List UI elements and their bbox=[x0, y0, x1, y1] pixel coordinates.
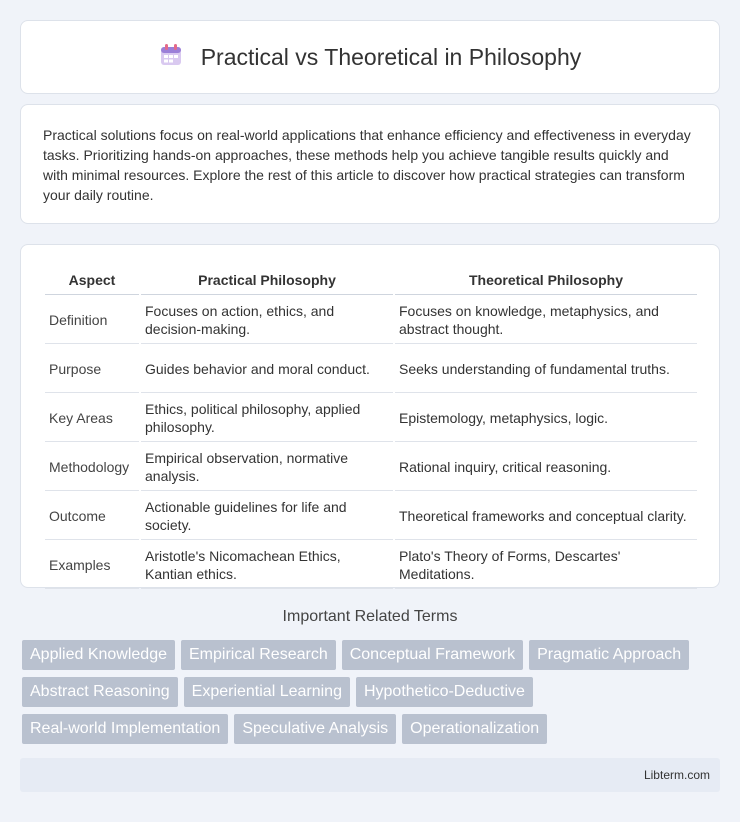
theoretical-cell: Epistemology, metaphysics, logic. bbox=[395, 395, 697, 442]
aspect-cell: Outcome bbox=[45, 493, 139, 540]
tag-abstract-reasoning[interactable]: Abstract Reasoning bbox=[22, 677, 178, 707]
aspect-cell: Methodology bbox=[45, 444, 139, 491]
aspect-cell: Purpose bbox=[45, 346, 139, 393]
practical-cell: Actionable guidelines for life and society. bbox=[141, 493, 393, 540]
tag-real-world-implementation[interactable]: Real-world Implementation bbox=[22, 714, 228, 744]
practical-cell: Aristotle's Nicomachean Ethics, Kantian ethics. bbox=[141, 542, 393, 589]
aspect-cell: Examples bbox=[45, 542, 139, 589]
theoretical-cell: Theoretical frameworks and conceptual clarity. bbox=[395, 493, 697, 540]
theoretical-cell: Rational inquiry, critical reasoning. bbox=[395, 444, 697, 491]
practical-cell: Ethics, political philosophy, applied philosophy. bbox=[141, 395, 393, 442]
tag-row bbox=[22, 714, 722, 744]
practical-cell: Guides behavior and moral conduct. bbox=[141, 346, 393, 393]
table-row bbox=[45, 493, 697, 540]
aspect-cell: Key Areas bbox=[45, 395, 139, 442]
header-card bbox=[20, 20, 720, 94]
related-terms-title: Important Related Terms bbox=[282, 608, 458, 625]
tag-pragmatic-approach[interactable]: Pragmatic Approach bbox=[529, 640, 689, 670]
table-row bbox=[45, 297, 697, 344]
tag-empirical-research[interactable]: Empirical Research bbox=[181, 640, 336, 670]
column-header-theoretical: Theoretical Philosophy bbox=[395, 265, 697, 295]
theoretical-cell: Focuses on knowledge, metaphysics, and abstract thought. bbox=[395, 297, 697, 344]
tag-conceptual-framework[interactable]: Conceptual Framework bbox=[342, 640, 523, 670]
comparison-table bbox=[43, 263, 699, 591]
calendar-icon bbox=[159, 43, 183, 72]
practical-cell: Empirical observation, normative analysis. bbox=[141, 444, 393, 491]
title-wrap bbox=[159, 43, 582, 72]
tag-operationalization[interactable]: Operationalization bbox=[402, 714, 547, 744]
intro-text: Practical solutions focus on real-world applications that enhance efficiency and effectiveness in everyday tasks. Prioritizing hands-on approaches, these methods help you achieve tangible results quickly and with minimal resources. Explore the rest of this article to discover how practical strategies can transform your daily routine. bbox=[43, 127, 691, 203]
footer-site-link[interactable]: Libterm.com bbox=[643, 768, 710, 782]
tag-row bbox=[22, 677, 722, 707]
practical-cell: Focuses on action, ethics, and decision-making. bbox=[141, 297, 393, 344]
table-row bbox=[45, 395, 697, 442]
theoretical-cell: Plato's Theory of Forms, Descartes' Meditations. bbox=[395, 542, 697, 589]
comparison-table-card bbox=[20, 244, 720, 588]
tag-experiential-learning[interactable]: Experiential Learning bbox=[184, 677, 350, 707]
footer bbox=[20, 758, 720, 792]
table-row bbox=[45, 542, 697, 589]
table-row bbox=[45, 444, 697, 491]
tag-row bbox=[22, 640, 722, 670]
related-terms-tags bbox=[22, 640, 722, 751]
tag-applied-knowledge[interactable]: Applied Knowledge bbox=[22, 640, 175, 670]
aspect-cell: Definition bbox=[45, 297, 139, 344]
column-header-aspect: Aspect bbox=[45, 265, 139, 295]
column-header-practical: Practical Philosophy bbox=[141, 265, 393, 295]
theoretical-cell: Seeks understanding of fundamental truths. bbox=[395, 346, 697, 393]
tag-hypothetico-deductive[interactable]: Hypothetico-Deductive bbox=[356, 677, 533, 707]
intro-card bbox=[20, 104, 720, 224]
page-title: Practical vs Theoretical in Philosophy bbox=[200, 43, 582, 70]
table-row bbox=[45, 346, 697, 393]
tag-speculative-analysis[interactable]: Speculative Analysis bbox=[234, 714, 396, 744]
table-header-row bbox=[45, 265, 697, 295]
